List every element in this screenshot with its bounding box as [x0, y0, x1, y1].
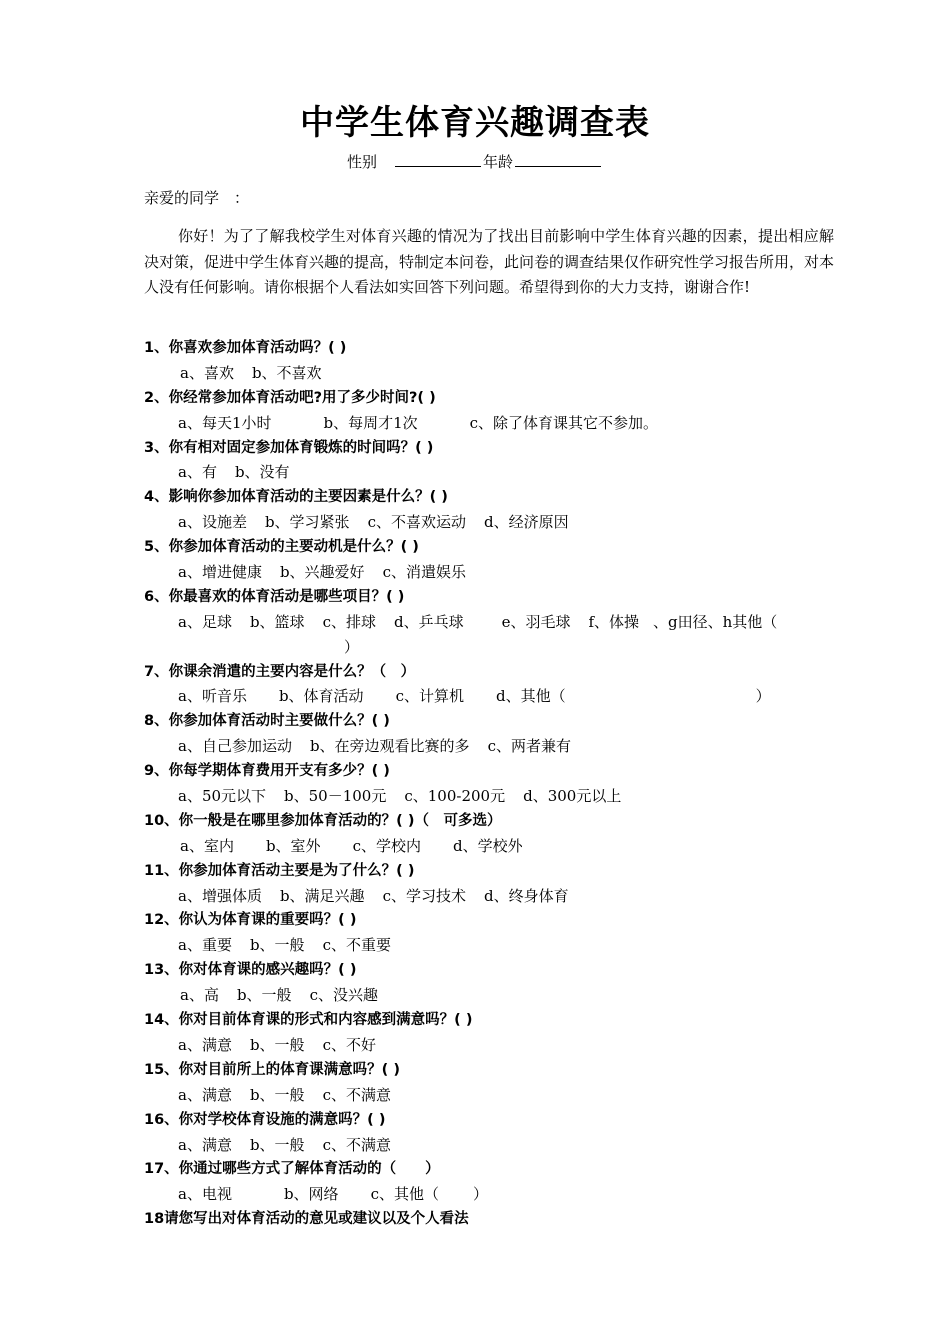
option[interactable]: a、喜欢: [180, 363, 234, 382]
option[interactable]: a、室内: [180, 836, 234, 855]
options-11: [144, 884, 844, 909]
question-2: 2、你经常参加体育活动吧?用了多少时间?( ): [144, 389, 436, 406]
options-9: [144, 784, 844, 809]
option[interactable]: a、有: [178, 463, 217, 482]
question-9: 9、你每学期体育费用开支有多少？( ): [144, 763, 390, 780]
options-14: [144, 1033, 844, 1058]
question-17: 17、你通过哪些方式了解体育活动的（ ）: [144, 1161, 440, 1178]
respondent-fields: [0, 150, 950, 174]
option[interactable]: c、不重要: [322, 936, 391, 955]
question-14: 14、你对目前体育课的形式和内容感到满意吗？( ): [144, 1012, 473, 1029]
age-label: 年龄: [483, 153, 514, 171]
option[interactable]: c、两者兼有: [487, 737, 571, 756]
option[interactable]: d、300元以上: [523, 787, 622, 806]
option[interactable]: c、计算机: [395, 687, 464, 706]
question-18: 18请您写出对体育活动的意见或建议以及个人看法: [144, 1211, 469, 1228]
option[interactable]: c、不喜欢运动: [367, 513, 466, 532]
question-13: 13、你对体育课的感兴趣吗？( ): [144, 962, 357, 979]
option[interactable]: c、不好: [322, 1035, 376, 1054]
question-10: 10、你一般是在哪里参加体育活动的？( )（ 可多选）: [144, 812, 502, 829]
options-7: [144, 684, 844, 709]
option[interactable]: b、一般: [249, 936, 305, 955]
intro-paragraph: 你好！为了了解我校学生对体育兴趣的情况为了找出目前影响中学生体育兴趣的因素，提出相应解决对策，促进中学生体育兴趣的提高，特制定本问卷，此问卷的调查结果仅作研究性学习报告所用，对本人没有任何影响。请你根据个人看法如实回答下列问题。希望得到你的大力支持，谢谢合作!: [144, 227, 835, 296]
option-close-paren: ）: [755, 687, 771, 706]
option[interactable]: b、兴趣爱好: [279, 563, 365, 582]
option[interactable]: b、一般: [249, 1085, 305, 1104]
option[interactable]: d、经济原因: [483, 513, 569, 532]
options-3: [144, 460, 844, 485]
options-6-continuation: ）: [344, 637, 360, 656]
option[interactable]: a、满意: [178, 1085, 232, 1104]
option[interactable]: c、消遣娱乐: [382, 563, 466, 582]
gender-label: 性别: [346, 153, 377, 171]
option[interactable]: c、没兴趣: [309, 986, 378, 1005]
option[interactable]: b、篮球: [249, 612, 305, 631]
option[interactable]: a、增强体质: [178, 886, 262, 905]
options-1: [144, 361, 844, 386]
option[interactable]: f、体操: [588, 612, 640, 631]
option[interactable]: a、足球: [178, 612, 232, 631]
option[interactable]: a、满意: [178, 1035, 232, 1054]
option[interactable]: c、学习技术: [382, 886, 466, 905]
option[interactable]: b、满足兴趣: [279, 886, 365, 905]
greeting: 亲爱的同学 ：: [144, 189, 250, 207]
option[interactable]: a、满意: [178, 1135, 232, 1154]
option[interactable]: b、在旁边观看比赛的多: [309, 737, 470, 756]
option[interactable]: a、设施差: [178, 513, 247, 532]
option[interactable]: c、除了体育课其它不参加。: [469, 413, 659, 432]
option[interactable]: b、没有: [234, 463, 290, 482]
age-blank[interactable]: [515, 152, 601, 167]
question-15: 15、你对目前所上的体育课满意吗？( ): [144, 1061, 400, 1078]
option[interactable]: a、增进健康: [178, 563, 262, 582]
option[interactable]: a、自己参加运动: [178, 737, 292, 756]
options-5: [144, 560, 844, 585]
option[interactable]: a、高: [180, 986, 219, 1005]
options-17: [144, 1182, 844, 1207]
options-16: [144, 1133, 844, 1158]
option[interactable]: c、不满意: [322, 1135, 391, 1154]
option[interactable]: b、学习紧张: [264, 513, 350, 532]
option[interactable]: b、室外: [265, 836, 321, 855]
question-16: 16、你对学校体育设施的满意吗？( ): [144, 1111, 386, 1128]
option[interactable]: c、其他（: [370, 1185, 439, 1204]
option[interactable]: b、每周才1次: [323, 413, 418, 432]
option[interactable]: b、网络: [283, 1185, 339, 1204]
question-8: 8、你参加体育活动时主要做什么？( ): [144, 713, 390, 730]
question-list: [144, 336, 844, 1232]
option[interactable]: a、50元以下: [178, 787, 267, 806]
question-3: 3、你有相对固定参加体育锻炼的时间吗？( ): [144, 439, 434, 456]
option[interactable]: c、排球: [322, 612, 376, 631]
option[interactable]: b、50－100元: [284, 787, 387, 806]
option[interactable]: 、g田径、h其他（: [653, 612, 778, 631]
option[interactable]: c、100-200元: [404, 787, 506, 806]
option[interactable]: b、体育活动: [278, 687, 364, 706]
option[interactable]: c、不满意: [322, 1085, 391, 1104]
options-4: [144, 510, 844, 535]
options-13: [144, 983, 844, 1008]
option[interactable]: d、其他（: [495, 687, 566, 706]
option[interactable]: d、终身体育: [483, 886, 569, 905]
option[interactable]: d、乒乓球: [393, 612, 464, 631]
option[interactable]: c、学校内: [352, 836, 421, 855]
option[interactable]: b、一般: [249, 1135, 305, 1154]
option[interactable]: b、不喜欢: [251, 363, 322, 382]
option[interactable]: a、每天1小时: [178, 413, 272, 432]
options-12: [144, 933, 844, 958]
options-8: [144, 734, 844, 759]
option[interactable]: a、电视: [178, 1185, 232, 1204]
question-5: 5、你参加体育活动的主要动机是什么？( ): [144, 539, 419, 556]
option[interactable]: a、重要: [178, 936, 232, 955]
options-2: [144, 411, 844, 436]
options-15: [144, 1083, 844, 1108]
options-6: [144, 610, 844, 635]
options-10: [144, 834, 844, 859]
question-6: 6、你最喜欢的体育活动是哪些项目？( ): [144, 588, 405, 605]
option[interactable]: a、听音乐: [178, 687, 247, 706]
option[interactable]: b、一般: [236, 986, 292, 1005]
question-4: 4、影响你参加体育活动的主要因素是什么？( ): [144, 489, 448, 506]
question-7: 7、你课余消遣的主要内容是什么？（ ）: [144, 663, 416, 680]
question-11: 11、你参加体育活动主要是为了什么？( ): [144, 862, 415, 879]
gender-blank[interactable]: [395, 152, 481, 167]
question-12: 12、你认为体育课的重要吗？( ): [144, 912, 357, 929]
option[interactable]: b、一般: [249, 1035, 305, 1054]
option-close-paren: ）: [472, 1185, 488, 1204]
option[interactable]: d、学校外: [452, 836, 523, 855]
page-title: 中学生体育兴趣调查表: [300, 103, 650, 143]
option[interactable]: e、羽毛球: [501, 612, 571, 631]
question-1: 1、你喜欢参加体育活动吗？( ): [144, 340, 347, 356]
